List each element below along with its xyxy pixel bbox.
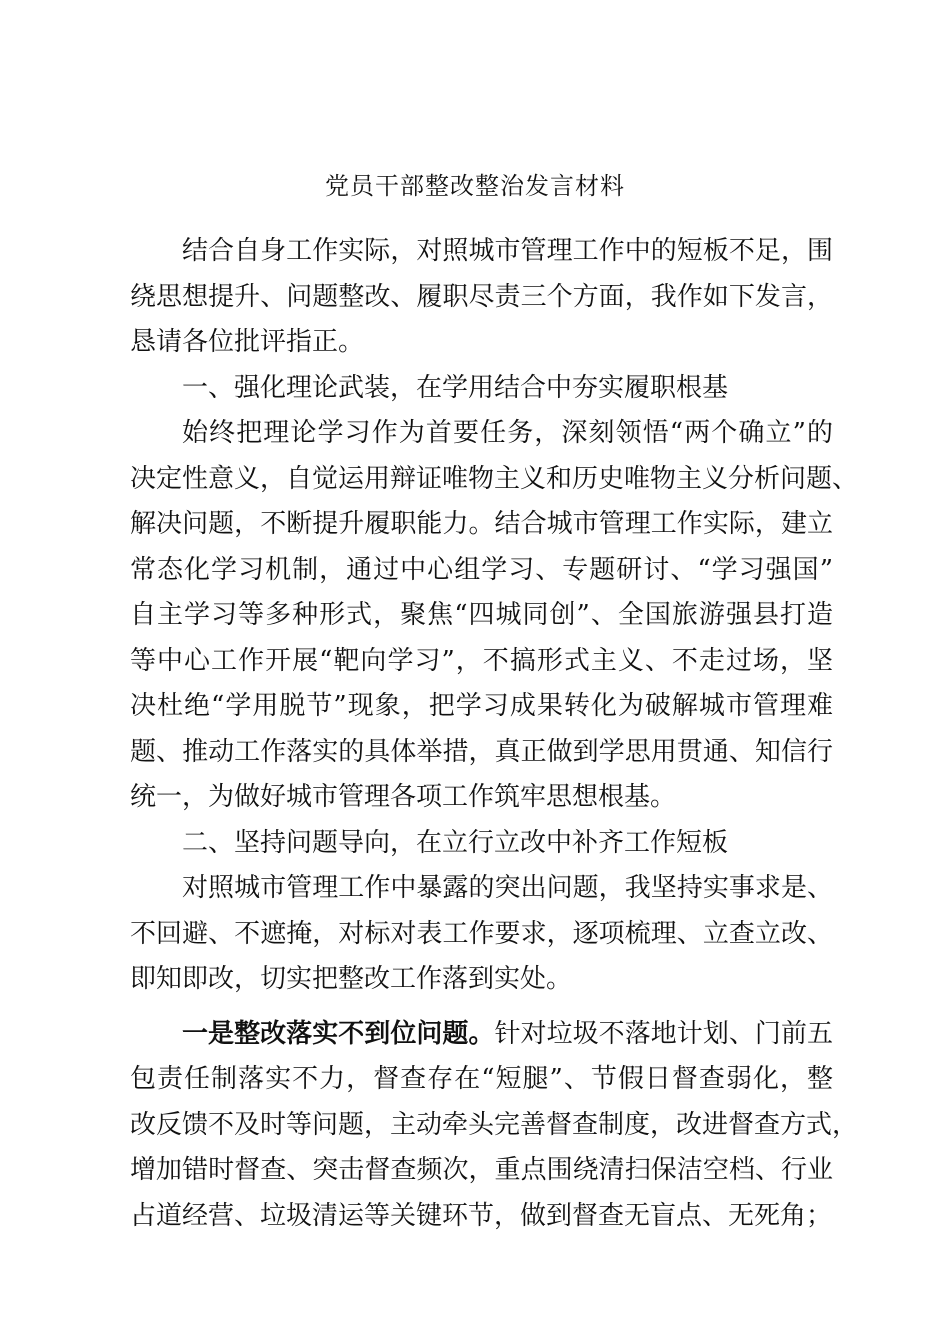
text-line: 绕思想提升、问题整改、履职尽责三个方面，我作如下发言， [130,281,833,312]
text-line: 即知即改，切实把整改工作落到实处。 [130,964,573,994]
text-line: 二、坚持问题导向，在立行立改中补齐工作短板 [182,827,729,858]
text-line: 统一，为做好城市管理各项工作筑牢思想根基。 [130,782,677,812]
text-line: 决杜绝“学用脱节”现象，把学习成果转化为破解城市管理难 [130,691,833,721]
bold-line-rest: 针对垃圾不落地计划、门前五 [494,1018,833,1049]
text-line: 改反馈不及时等问题，主动牵头完善督查制度，改进督查方式， [130,1109,859,1140]
document-title: 党员干部整改整治发言材料 [325,172,625,200]
text-line: 结合自身工作实际，对照城市管理工作中的短板不足，围 [182,236,833,266]
text-line: 恳请各位批评指正。 [130,327,365,357]
text-line: 等中心工作开展“靶向学习”，不搞形式主义、不走过场，坚 [130,645,833,676]
text-line: 始终把理论学习作为首要任务，深刻领悟“两个确立”的 [182,418,833,448]
text-line: 解决问题，不断提升履职能力。结合城市管理工作实际，建立 [130,509,833,539]
text-line: 增加错时督查、突击督查频次，重点围绕清扫保洁空档、行业 [130,1155,833,1185]
text-line: 一、强化理论武装，在学用结合中夯实履职根基 [182,372,729,403]
bold-lead-line [130,1012,833,1058]
paragraph-lines [130,229,859,1003]
text-line: 包责任制落实不力，督查存在“短腿”、节假日督查弱化，整 [130,1064,833,1094]
tail-lines [130,1057,859,1239]
text-line: 对照城市管理工作中暴露的突出问题，我坚持实事求是、 [182,873,833,903]
text-line: 常态化学习机制，通过中心组学习、专题研讨、“学习强国” [130,554,833,585]
document-body [130,229,859,1239]
bold-lead-text: 一是整改落实不到位问题。 [182,1018,495,1049]
text-line: 不回避、不遮掩，对标对表工作要求，逐项梳理、立查立改、 [130,918,833,949]
text-line: 自主学习等多种形式，聚焦“四城同创”、全国旅游强县打造 [130,600,833,630]
text-line: 决定性意义，自觉运用辩证唯物主义和历史唯物主义分析问题、 [130,463,859,494]
text-line: 占道经营、垃圾清运等关键环节，做到督查无盲点、无死角； [130,1200,833,1231]
text-line: 题、推动工作落实的具体举措，真正做到学思用贯通、知信行 [130,736,833,767]
